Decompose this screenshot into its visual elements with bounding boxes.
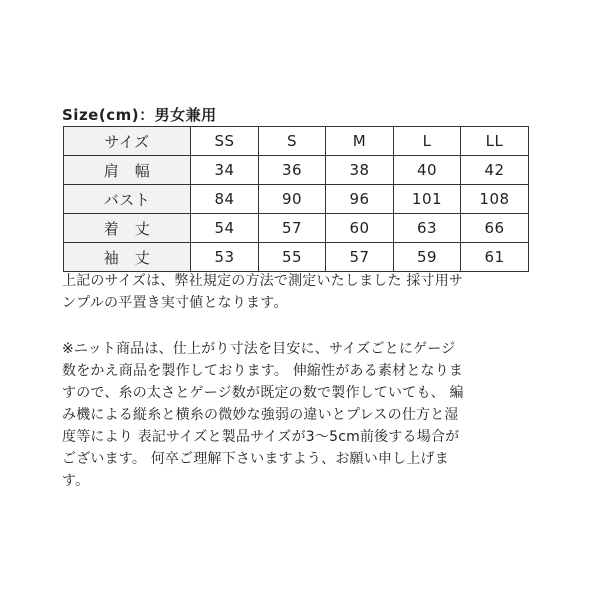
note-line: ※ニット商品は、仕上がり寸法を目安に、サイズごとにゲージ — [62, 341, 456, 357]
size-column-header: L — [394, 127, 461, 156]
size-column-header: LL — [461, 127, 529, 156]
table-row — [64, 243, 529, 272]
table-cell: 34 — [191, 156, 259, 185]
table-cell: 66 — [461, 214, 529, 243]
table-cell: 53 — [191, 243, 259, 272]
table-cell: 61 — [461, 243, 529, 272]
note-line: 上記のサイズは、弊社規定の方法で測定いたしました 採寸用サ — [62, 273, 464, 289]
table-cell: 108 — [461, 185, 529, 214]
size-chart-title: Size(cm)：男女兼用 — [62, 106, 217, 124]
note-line: す。 — [62, 473, 90, 489]
table-row — [64, 214, 529, 243]
size-column-header: SS — [191, 127, 259, 156]
table-cell: 57 — [259, 214, 326, 243]
table-cell: 36 — [259, 156, 326, 185]
table-cell: 42 — [461, 156, 529, 185]
table-cell: 59 — [394, 243, 461, 272]
size-column-header: M — [326, 127, 394, 156]
note-line: み機による縦糸と横糸の微妙な強弱の違いとプレスの仕方と湿 — [62, 407, 459, 423]
note-line: すので、糸の太さとゲージ数が既定の数で製作していても、 編 — [62, 385, 464, 401]
knit-product-note — [62, 338, 542, 492]
table-cell: 54 — [191, 214, 259, 243]
size-column-header: S — [259, 127, 326, 156]
note-line: 度等により 表記サイズと製品サイズが3～5cm前後する場合が — [62, 429, 460, 445]
table-row — [64, 156, 529, 185]
row-label-bust: バスト — [64, 185, 191, 214]
note-line: ございます。 何卒ご理解下さいますよう、お願い申し上げま — [62, 451, 449, 467]
row-label-sleeve-length: 袖 丈 — [64, 243, 191, 272]
row-label-body-length: 着 丈 — [64, 214, 191, 243]
row-label-shoulder-width: 肩 幅 — [64, 156, 191, 185]
table-cell: 38 — [326, 156, 394, 185]
table-cell: 96 — [326, 185, 394, 214]
table-header-row — [64, 127, 529, 156]
table-row — [64, 185, 529, 214]
table-cell: 55 — [259, 243, 326, 272]
size-header-label: サイズ — [64, 127, 191, 156]
table-cell: 60 — [326, 214, 394, 243]
table-cell: 101 — [394, 185, 461, 214]
table-cell: 84 — [191, 185, 259, 214]
measurement-note — [62, 270, 542, 314]
table-cell: 90 — [259, 185, 326, 214]
note-line: ンプルの平置き実寸値となります。 — [62, 295, 288, 311]
table-cell: 57 — [326, 243, 394, 272]
size-chart-table — [63, 126, 529, 272]
table-cell: 40 — [394, 156, 461, 185]
table-cell: 63 — [394, 214, 461, 243]
note-line: 数をかえ商品を製作しております。 伸縮性がある素材となりま — [62, 363, 464, 379]
